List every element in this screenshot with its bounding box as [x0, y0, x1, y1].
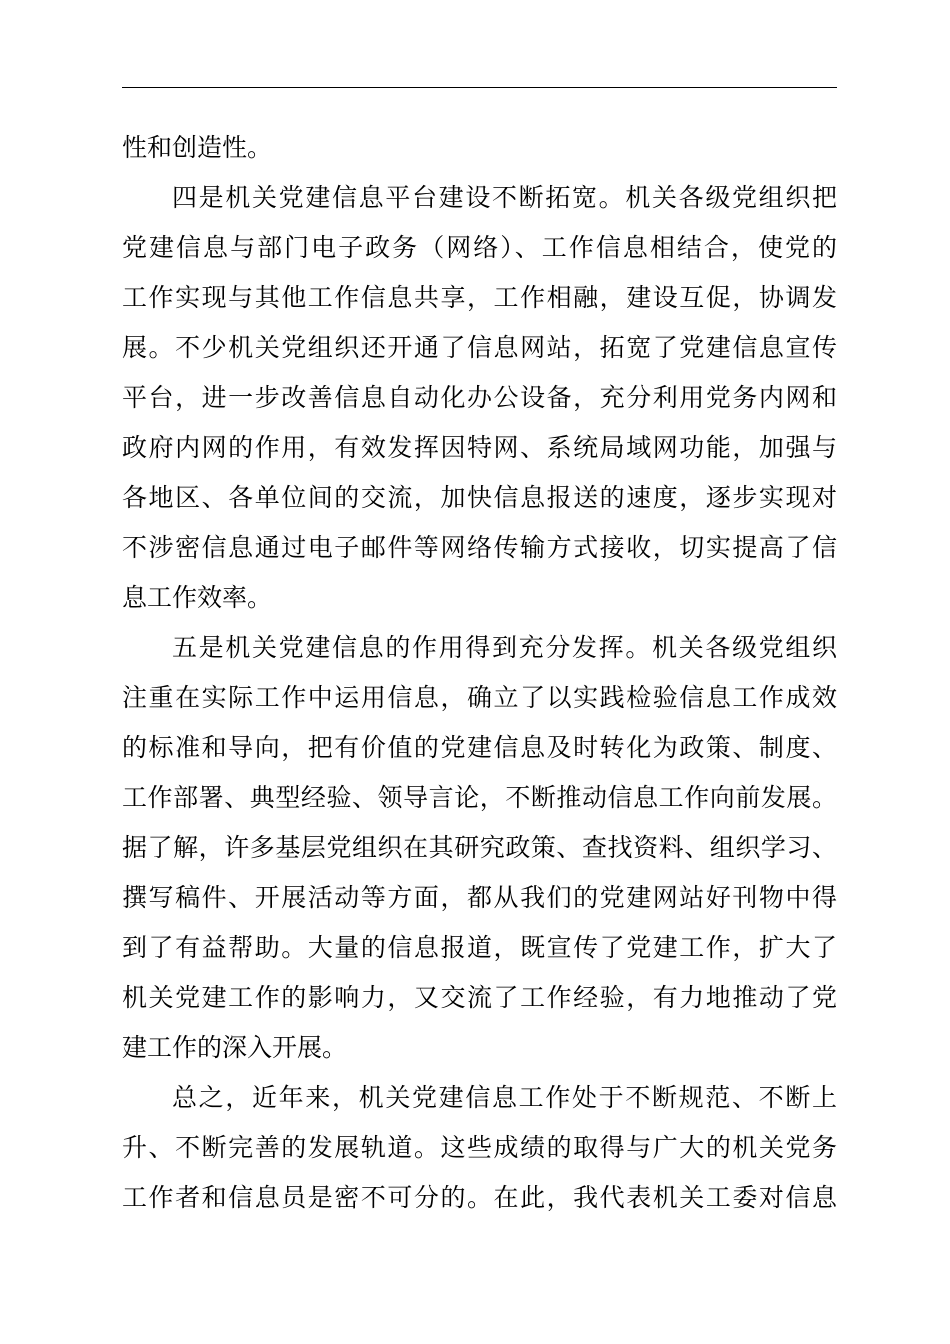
text-line: 展。不少机关党组织还开通了信息网站，拓宽了党建信息宣传 — [122, 333, 837, 362]
text-line: 政府内网的作用，有效发挥因特网、系统局域网功能，加强与 — [122, 433, 837, 462]
text-line: 四是机关党建信息平台建设不断拓宽。机关各级党组织把 — [172, 183, 837, 212]
text-line: 总之，近年来，机关党建信息工作处于不断规范、不断上 — [172, 1083, 837, 1112]
header-rule — [122, 87, 837, 88]
text-line: 建工作的深入开展。 — [122, 1033, 348, 1062]
text-line: 工作实现与其他工作信息共享，工作相融，建设互促，协调发 — [122, 283, 837, 312]
text-line: 平台，进一步改善信息自动化办公设备，充分利用党务内网和 — [122, 383, 837, 412]
text-line: 性和创造性。 — [122, 133, 273, 162]
text-line: 注重在实际工作中运用信息，确立了以实践检验信息工作成效 — [122, 683, 837, 712]
text-line: 升、不断完善的发展轨道。这些成绩的取得与广大的机关党务 — [122, 1133, 837, 1162]
text-line: 息工作效率。 — [122, 583, 273, 612]
text-line: 到了有益帮助。大量的信息报道，既宣传了党建工作，扩大了 — [122, 933, 837, 962]
text-line: 据了解，许多基层党组织在其研究政策、查找资料、组织学习、 — [122, 833, 837, 862]
text-line: 撰写稿件、开展活动等方面，都从我们的党建网站好刊物中得 — [122, 883, 837, 912]
text-line: 工作者和信息员是密不可分的。在此，我代表机关工委对信息 — [122, 1183, 837, 1212]
text-line: 各地区、各单位间的交流，加快信息报送的速度，逐步实现对 — [122, 483, 837, 512]
text-line: 党建信息与部门电子政务（网络）、工作信息相结合，使党的 — [122, 233, 837, 262]
text-line: 不涉密信息通过电子邮件等网络传输方式接收，切实提高了信 — [122, 533, 837, 562]
text-line: 的标准和导向，把有价值的党建信息及时转化为政策、制度、 — [122, 733, 837, 762]
text-line: 五是机关党建信息的作用得到充分发挥。机关各级党组织 — [172, 633, 837, 662]
text-line: 机关党建工作的影响力，又交流了工作经验，有力地推动了党 — [122, 983, 837, 1012]
text-line: 工作部署、典型经验、领导言论，不断推动信息工作向前发展。 — [122, 783, 837, 812]
body-text — [122, 123, 837, 1223]
